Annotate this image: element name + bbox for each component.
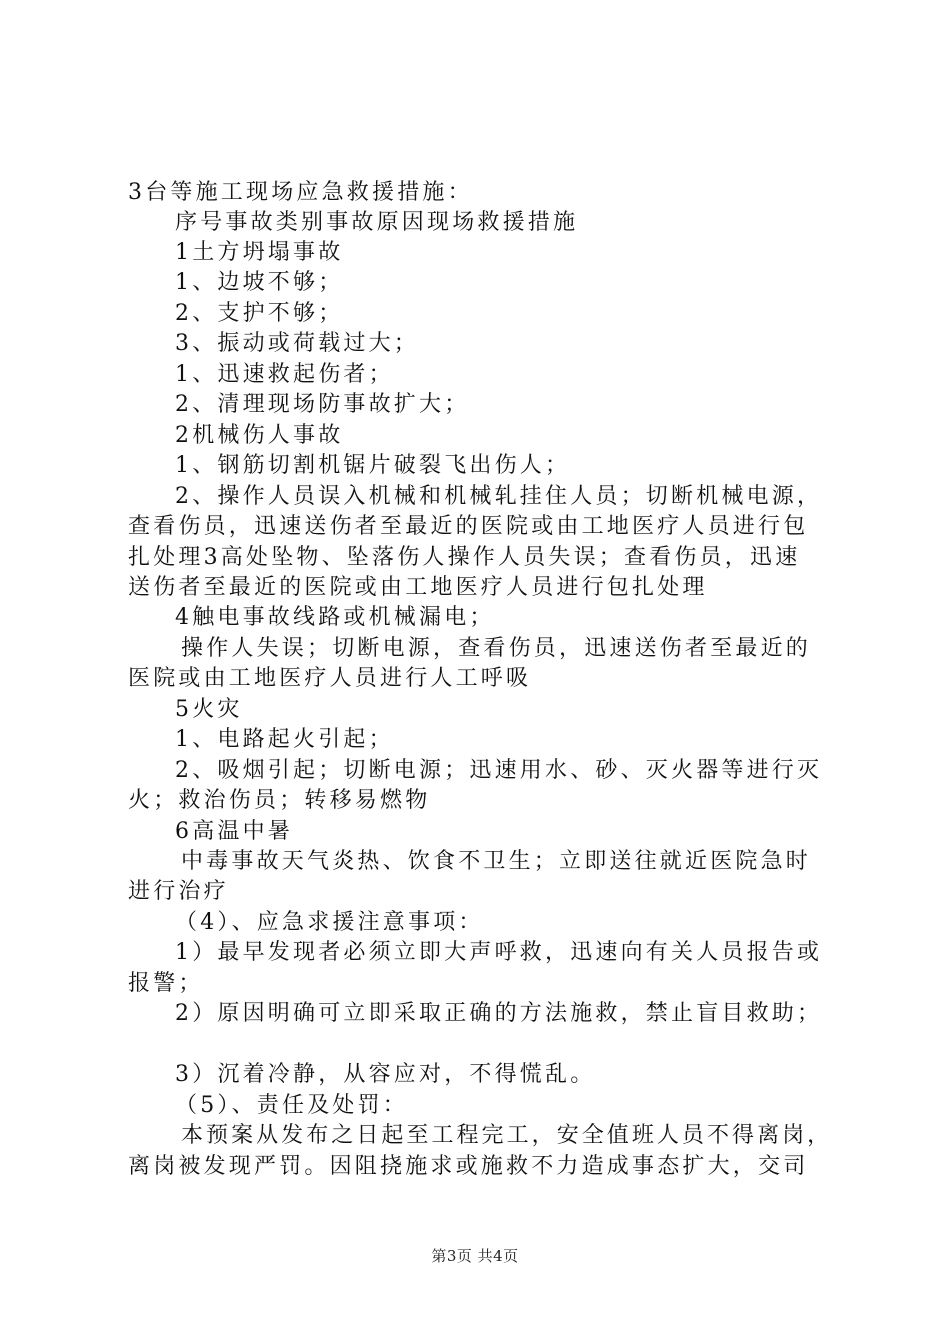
text-line: 4触电事故线路或机械漏电； (175, 605, 495, 630)
text-line: 6高温中暑 (175, 819, 293, 844)
text-line: 序号事故类别事故原因现场救援措施 (175, 210, 579, 235)
text-line: 2、操作人员误入机械和机械轧挂住人员；切断机械电源， (175, 484, 823, 509)
text-line: 本预案从发布之日起至工程完工，安全值班人员不得离岗， (181, 1123, 833, 1148)
text-line: 3、振动或荷载过大； (175, 331, 419, 356)
text-line: 扎处理3高处坠物、坠落伤人操作人员失误；查看伤员，迅速 (128, 545, 801, 570)
text-line: 离岗被发现严罚。因阻挠施求或施救不力造成事态扩大，交司 (128, 1154, 809, 1179)
text-line: （4）、应急求援注意事项： (175, 910, 484, 935)
text-line: 2机械伤人事故 (175, 423, 344, 448)
text-line: 2、支护不够； (175, 301, 344, 326)
text-line: 3）沉着冷静，从容应对，不得慌乱。 (175, 1062, 596, 1087)
text-line: 医院或由工地医疗人员进行人工呼吸 (128, 666, 532, 691)
text-line: 进行治疗 (128, 879, 229, 904)
text-line: 1）最早发现者必须立即大声呼救，迅速向有关人员报告或 (175, 940, 823, 965)
text-line: 1、迅速救起伤者； (175, 362, 394, 387)
text-line: 送伤者至最近的医院或由工地医疗人员进行包扎处理 (128, 575, 708, 600)
text-line: 5火灾 (175, 697, 243, 722)
page-number-footer: 第3页 共4页 (431, 1247, 519, 1265)
text-line: 2、清理现场防事故扩大； (175, 392, 470, 417)
text-line: 1、边坡不够； (175, 270, 344, 295)
text-line: 1土方坍塌事故 (175, 240, 344, 265)
text-line: 2、吸烟引起；切断电源；迅速用水、砂、灭火器等进行灭 (175, 758, 823, 783)
text-line: 火；救治伤员；转移易燃物 (128, 788, 431, 813)
text-line: 3台等施工现场应急救援措施： (128, 180, 473, 205)
text-line: （5）、责任及处罚： (175, 1093, 408, 1118)
text-line: 2）原因明确可立即采取正确的方法施救，禁止盲目救助； (175, 1001, 823, 1026)
text-line: 查看伤员，迅速送伤者至最近的医院或由工地医疗人员进行包 (128, 514, 809, 539)
text-line: 1、电路起火引起； (175, 727, 394, 752)
text-line: 中毒事故天气炎热、饮食不卫生；立即送往就近医院急时 (181, 849, 812, 874)
text-line: 操作人失误；切断电源，查看伤员，迅速送伤者至最近的 (181, 636, 812, 661)
text-line: 1、钢筋切割机锯片破裂飞出伤人； (175, 453, 571, 478)
text-line: 报警； (128, 971, 204, 996)
